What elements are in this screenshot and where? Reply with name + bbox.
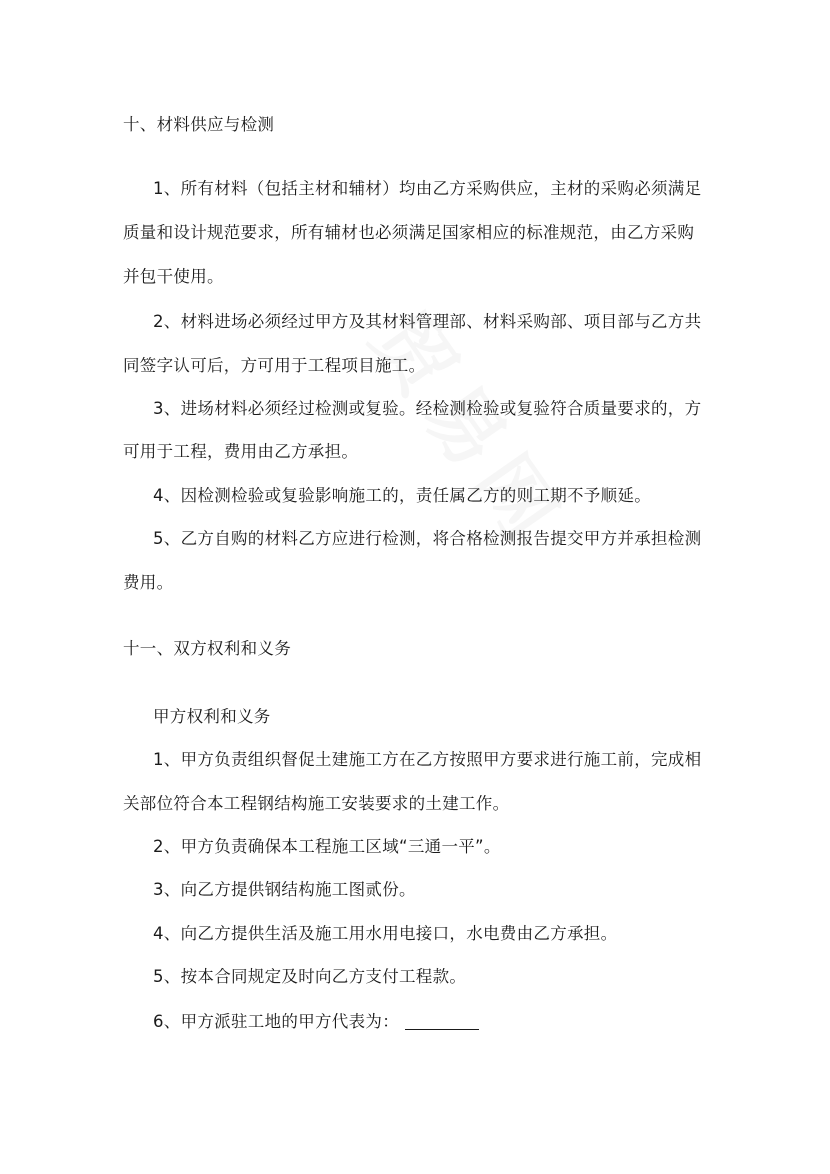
section-10-item-1-line-2: 质量和设计规范要求，所有辅材也必须满足国家相应的标准规范，由乙方采购 [123,223,695,242]
section-10-item-3-line-1: 3、进场材料必须经过检测或复验。经检测检验或复验符合质量要求的，方 [153,399,702,418]
section-11-item-5: 5、按本合同规定及时向乙方支付工程款。 [153,967,467,986]
section-10-item-2-line-1: 2、材料进场必须经过甲方及其材料管理部、材料采购部、项目部与乙方共 [153,312,702,331]
section-10-item-5-line-1: 5、乙方自购的材料乙方应进行检测，将合格检测报告提交甲方并承担检测 [153,529,702,548]
representative-blank-line [405,1013,479,1030]
section-10-item-4-line-1: 4、因检测检验或复验影响施工的，责任属乙方的则工期不予顺延。 [153,486,651,505]
section-10-item-1-line-1: 1、所有材料（包括主材和辅材）均由乙方采购供应，主材的采购必须满足 [153,179,702,198]
section-11-item-6-label: 6、甲方派驻工地的甲方代表为： [153,1012,399,1031]
section-11-title: 十一、双方权利和义务 [123,639,291,658]
section-11-subtitle: 甲方权利和义务 [153,707,271,726]
section-11-item-4: 4、向乙方提供生活及施工用水用电接口，水电费由乙方承担。 [153,924,618,943]
section-10-item-1-line-3: 并包干使用。 [123,267,224,286]
section-11-item-1-line-1: 1、甲方负责组织督促土建施工方在乙方按照甲方要求进行施工前，完成相 [153,750,702,769]
section-10-title: 十、材料供应与检测 [123,115,275,134]
section-11-item-6 [153,1011,479,1033]
section-10-item-2-line-2: 同签字认可后，方可用于工程项目施工。 [123,356,426,375]
section-10-item-5-line-2: 费用。 [123,573,174,592]
section-11-item-3: 3、向乙方提供钢结构施工图贰份。 [153,880,416,899]
section-11-item-2: 2、甲方负责确保本工程施工区域“三通一平”。 [153,837,501,856]
section-11-item-1-line-2: 关部位符合本工程钢结构施工安装要求的土建工作。 [123,794,510,813]
section-10-item-3-line-2: 可用于工程，费用由乙方承担。 [123,442,359,461]
